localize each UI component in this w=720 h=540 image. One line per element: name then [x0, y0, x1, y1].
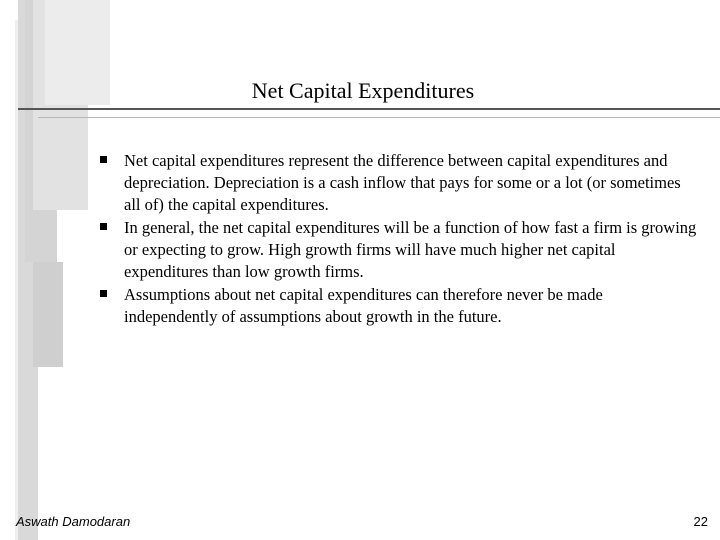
bullet-text: In general, the net capital expenditures will be a function of how fast a firm is growing or expecting to grow. High growth firms will have much higher net capital expenditures than low growth firms. [124, 218, 697, 281]
square-bullet-icon [100, 156, 107, 163]
title-divider [18, 108, 720, 110]
decorative-bar [33, 262, 63, 367]
bullet-text: Net capital expenditures represent the difference between capital expenditures and depreciation. Depreciation is a cash inflow that pays for some or a lot (or sometimes all of) the capital expenditures. [124, 151, 681, 214]
bullet-item [98, 284, 698, 328]
square-bullet-icon [100, 290, 107, 297]
bullet-list [98, 150, 698, 329]
bullet-item [98, 217, 698, 283]
bullet-item [98, 150, 698, 216]
page-number: 22 [693, 514, 708, 529]
square-bullet-icon [100, 223, 107, 230]
footer-author: Aswath Damodaran [16, 514, 131, 529]
title-divider-shadow [38, 117, 720, 118]
slide-title: Net Capital Expenditures [251, 78, 475, 103]
bullet-text: Assumptions about net capital expenditures can therefore never be made independently of assumptions about growth in the future. [124, 285, 603, 326]
